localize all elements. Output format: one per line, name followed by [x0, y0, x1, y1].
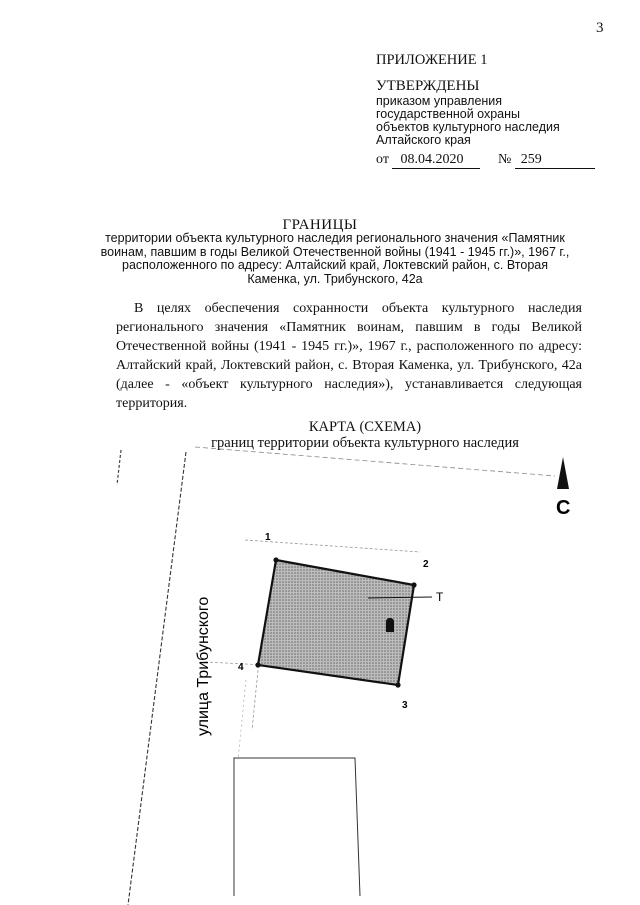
vertex-marker [273, 557, 278, 562]
vertex-marker [411, 582, 416, 587]
approval-line: государственной охраны [376, 107, 521, 121]
body-paragraph: В целях обеспечения сохранности объекта культурного наследия регионального значения «Памятник воинам, павшим в годы Великой Отечественной войны (1941 - 1945 гг.)», 1967 г., расположенного по адресу: Алтайский край, Локтевский район, с. Вторая Каменка, ул. Трибунского, 42а (далее - «объект культурного наследия»), устанавливается следующая территория. [116, 301, 582, 411]
order-date-row [376, 151, 595, 169]
faint-boundary [252, 670, 258, 730]
vertex-marker [395, 682, 400, 687]
territory-map [0, 440, 640, 905]
map-subtitle: границ территории объекта культурного наследия [211, 435, 519, 451]
neighbour-building-outline [234, 758, 360, 896]
document-subtitle: территории объекта культурного наследия регионального значения «Памятник воинам, павшим в годы Великой Отечественной войны (1941 - 1945 гг.)», 1967 г., расположенного по адресу: Алтайский край, Локтевский район, с. Вторая Каменка, ул. Трибунского, 42а [100, 231, 570, 286]
approval-line: приказом управления [376, 94, 503, 108]
number-prefix: № [497, 152, 512, 167]
date-prefix: от [376, 152, 389, 167]
approval-line: Алтайского края [376, 133, 471, 147]
order-date: 08.04.2020 [392, 151, 480, 169]
monument-icon [386, 618, 394, 632]
approval-line: объектов культурного наследия [376, 120, 560, 134]
street-label: улица Трибунского [195, 596, 212, 736]
appendix-block [376, 52, 595, 169]
approved-heading: УТВЕРЖДЕНЫ [376, 78, 480, 94]
left-edge-dash [117, 450, 121, 485]
faint-boundary [238, 680, 246, 760]
territory-label: Т [436, 590, 444, 604]
vertex-label-2: 2 [423, 559, 429, 570]
vertex-label-1: 1 [265, 532, 271, 543]
page-number: 3 [596, 20, 604, 36]
north-arrow-icon [557, 457, 569, 489]
document-title: ГРАНИЦЫ [282, 217, 358, 233]
map-title: КАРТА (СХЕМА) [308, 419, 422, 435]
north-label: С [556, 497, 571, 519]
street-line [128, 452, 186, 905]
order-number: 259 [515, 151, 595, 169]
vertex-marker [255, 662, 260, 667]
vertex-label-3: 3 [402, 700, 408, 711]
faint-boundary [245, 540, 420, 552]
appendix-title: ПРИЛОЖЕНИЕ 1 [376, 52, 488, 68]
upper-dashed-boundary [195, 447, 555, 476]
vertex-label-4: 4 [238, 662, 244, 673]
